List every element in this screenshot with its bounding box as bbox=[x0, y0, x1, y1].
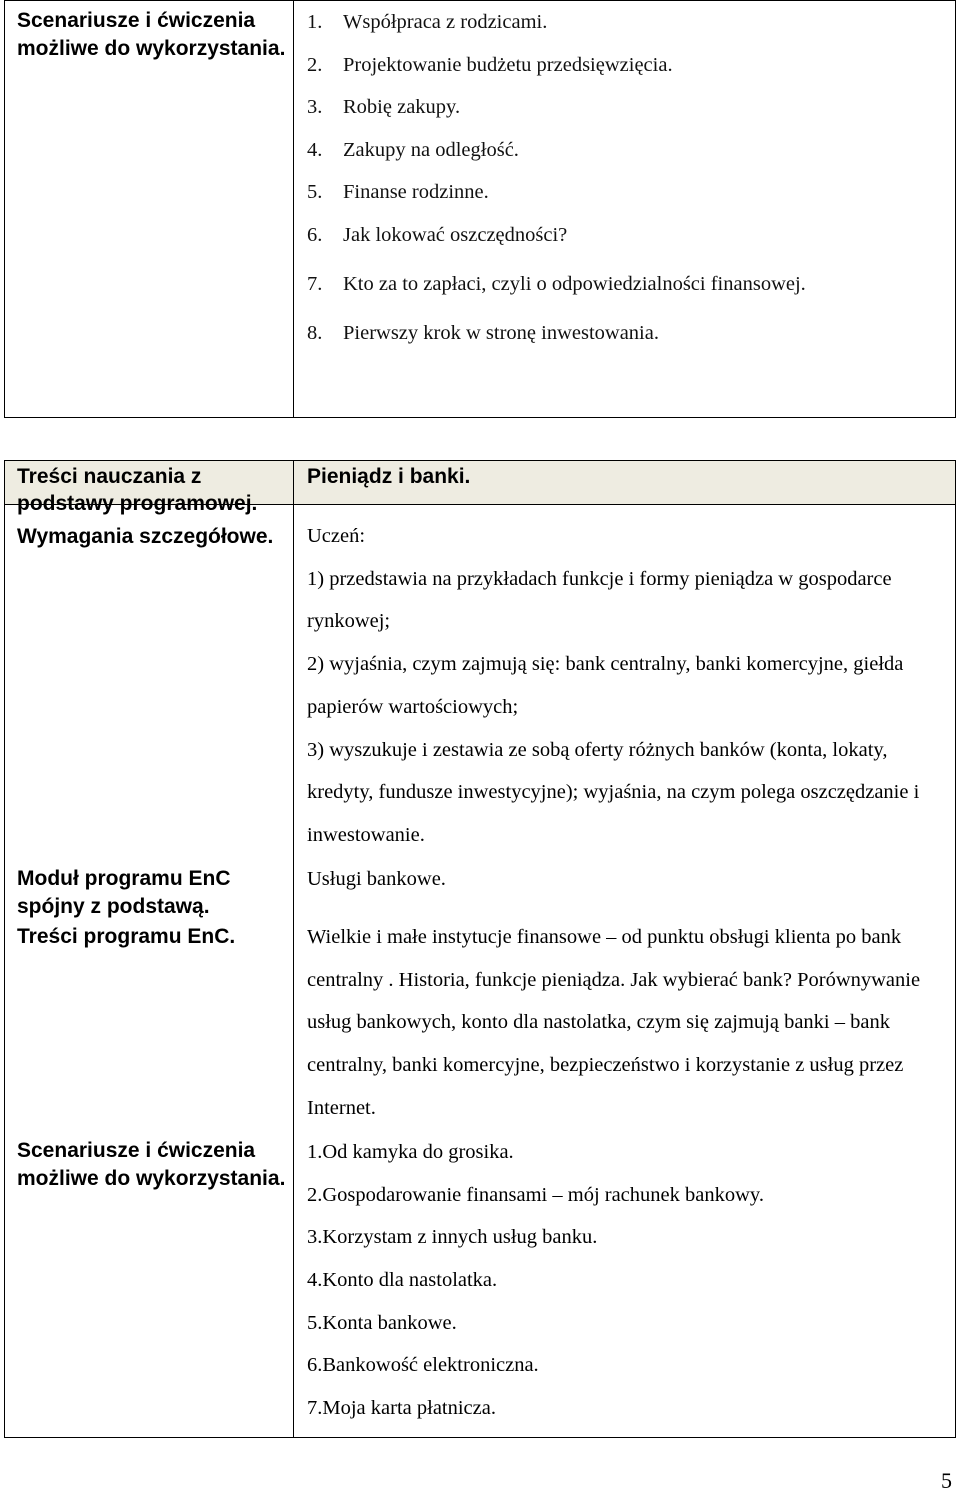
list-item: 5. Finanse rodzinne. bbox=[307, 181, 489, 203]
requirements-label: Wymagania szczegółowe. bbox=[17, 525, 274, 548]
list-item: 3.Korzystam z innych usług banku. bbox=[307, 1226, 598, 1249]
list-item: 4. Zakupy na odległość. bbox=[307, 138, 519, 161]
enc-content-label: Treści programu EnC. bbox=[17, 925, 236, 948]
section-title: Pieniądz i banki. bbox=[307, 465, 471, 488]
requirements-text bbox=[307, 515, 952, 857]
curriculum-table bbox=[4, 460, 956, 1438]
list-item: 1.Od kamyka do grosika. bbox=[307, 1141, 514, 1163]
content-label: Treści nauczania z podstawy programowej. bbox=[17, 465, 258, 515]
page-number: 5 bbox=[941, 1468, 952, 1493]
list-item: 4.Konto dla nastolatka. bbox=[307, 1269, 498, 1292]
scenarios-table-1 bbox=[4, 0, 956, 418]
list-item: 6. Jak lokować oszczędności? bbox=[307, 223, 568, 246]
scenarios-list bbox=[307, 1139, 952, 1438]
list-item: 8. Pierwszy krok w stronę inwestowania. bbox=[307, 321, 659, 344]
column-divider bbox=[293, 461, 294, 1437]
scenarios-label: Scenariusze i ćwiczenia możliwe do wykorzystania. bbox=[17, 9, 286, 60]
list-item: 1. Współpraca z rodzicami. bbox=[307, 11, 548, 33]
scenarios-list bbox=[307, 11, 806, 364]
module-label: Moduł programu EnC spójny z podstawą. bbox=[17, 867, 231, 918]
list-item: 6.Bankowość elektroniczna. bbox=[307, 1354, 539, 1377]
list-item: 7. Kto za to zapłaci, czyli o odpowiedzialności finansowej. bbox=[307, 272, 806, 295]
module-text: Usługi bankowe. bbox=[307, 868, 446, 890]
requirements-intro: Uczeń: bbox=[307, 525, 366, 547]
requirement-item: 3) wyszukuje i zestawia ze sobą oferty różnych banków (konta, lokaty, kredyty, fundusze inwestycyjne); wyjaśnia, na czym polega oszczędzanie i inwestowanie. bbox=[307, 738, 920, 846]
list-item: 2. Projektowanie budżetu przedsięwzięcia. bbox=[307, 53, 673, 76]
list-item: 5.Konta bankowe. bbox=[307, 1311, 457, 1334]
requirement-item: 1) przedstawia na przykładach funkcje i formy pieniądza w gospodarce rynkowej; bbox=[307, 567, 892, 633]
requirement-item: 2) wyjaśnia, czym zajmują się: bank centralny, banki komercyjne, giełda papierów wartościowych; bbox=[307, 653, 904, 718]
column-divider bbox=[293, 1, 294, 417]
list-item: 2.Gospodarowanie finansami – mój rachunek bankowy. bbox=[307, 1183, 764, 1206]
list-item: 3. Robię zakupy. bbox=[307, 96, 461, 118]
enc-content-text: Wielkie i małe instytucje finansowe – od punktu obsługi klienta po bank centralny . Historia, funkcje pieniądza. Jak wybierać bank? Porównywanie usług bankowych, konto dla nastolatka, czym się zajmują banki – bank centralny, banki komercyjne, bezpieczeństwo i korzystanie z usług przez Internet. bbox=[307, 926, 921, 1119]
list-item: 7.Moja karta płatnicza. bbox=[307, 1397, 496, 1420]
scenarios-label: Scenariusze i ćwiczenia możliwe do wykorzystania. bbox=[17, 1139, 286, 1190]
